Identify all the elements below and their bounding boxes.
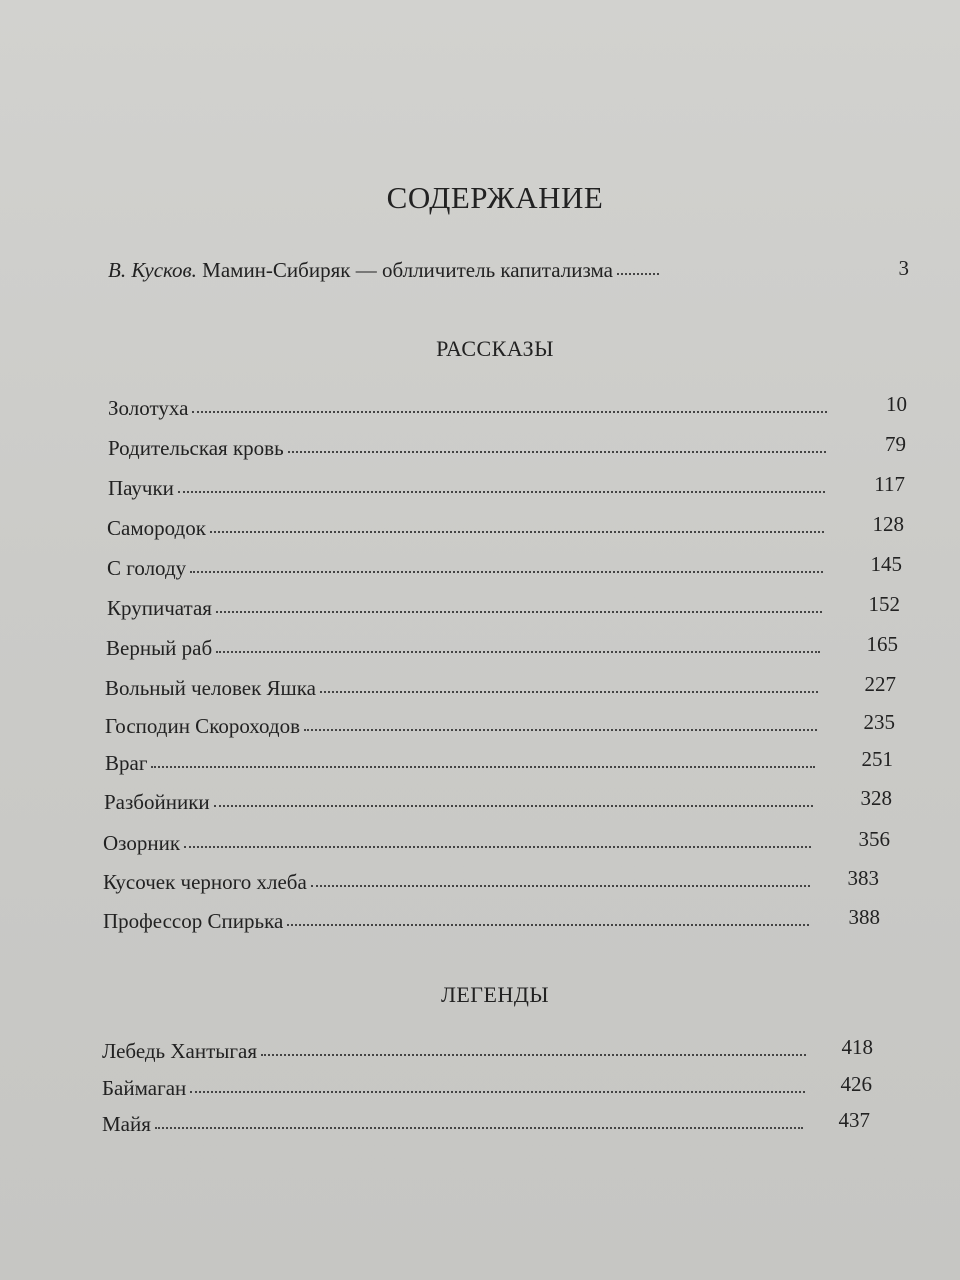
page-number: 251 <box>861 747 893 771</box>
toc-entry <box>108 432 906 461</box>
page-number: 383 <box>847 866 879 890</box>
toc-entry <box>103 827 890 856</box>
entry-title: Профессор Спирька <box>103 909 284 933</box>
page-number: 117 <box>874 472 905 496</box>
dot-leader <box>190 571 823 573</box>
entry-title: Кусочек черного хлеба <box>103 870 307 894</box>
page-number: 165 <box>866 632 898 656</box>
page-number: 79 <box>885 432 906 456</box>
entry-title: Самородок <box>107 516 206 540</box>
dot-leader <box>311 885 810 887</box>
page-number: 328 <box>860 786 892 810</box>
toc-entry <box>103 866 879 895</box>
page-number: 3 <box>898 256 909 280</box>
dot-leader <box>151 766 815 768</box>
toc-entry <box>107 592 900 621</box>
entry-title: Вольный человек Яшка <box>105 676 316 700</box>
intro-author: В. Кусков. <box>108 258 197 282</box>
toc-entry <box>105 672 896 701</box>
page-number: 426 <box>840 1072 872 1096</box>
dot-leader <box>320 691 818 693</box>
page-number: 145 <box>870 552 902 576</box>
entry-title: Верный раб <box>106 636 213 660</box>
toc-entry <box>108 392 907 421</box>
dot-leader <box>288 451 826 453</box>
section-heading-legends: ЛЕГЕНДЫ <box>440 982 550 1007</box>
toc-entry <box>102 1035 873 1064</box>
toc-entry <box>103 905 880 934</box>
dot-leader <box>184 846 811 848</box>
intro-title: Мамин-Сибиряк — облличитель капитализма <box>202 258 613 282</box>
intro-entry <box>108 256 909 283</box>
page-number: 356 <box>858 827 890 851</box>
entry-title: Родительская кровь <box>108 436 284 460</box>
dot-leader <box>190 1091 805 1093</box>
page-number: 10 <box>886 392 907 416</box>
page-number: 437 <box>838 1108 870 1132</box>
entry-title: Озорник <box>103 831 181 855</box>
page-number: 388 <box>848 905 880 929</box>
page-number: 152 <box>868 592 900 616</box>
entry-title: Золотуха <box>108 396 189 420</box>
dot-leader <box>216 651 820 653</box>
dot-leader <box>304 729 817 731</box>
toc-entry <box>102 1072 872 1101</box>
toc-entry <box>106 632 898 661</box>
page-number: 227 <box>864 672 896 696</box>
entry-title: Враг <box>105 751 148 775</box>
toc-entry <box>104 786 892 815</box>
page-number: 418 <box>841 1035 873 1059</box>
toc-entry <box>102 1108 870 1137</box>
entry-title: Господин Скороходов <box>105 714 300 738</box>
toc-entry <box>107 512 904 541</box>
toc-entry <box>105 710 895 739</box>
dot-leader <box>216 611 822 613</box>
page-number: 128 <box>872 512 904 536</box>
toc-entry <box>105 747 893 776</box>
entry-title: С голоду <box>107 556 187 580</box>
toc-entry <box>108 472 905 501</box>
entry-title: Разбойники <box>104 790 210 814</box>
dot-leader <box>214 805 813 807</box>
dot-leader <box>192 411 827 413</box>
section-heading-stories: РАССКАЗЫ <box>436 336 554 361</box>
entry-title: Баймаган <box>102 1076 187 1100</box>
dot-leader <box>617 273 659 275</box>
dot-leader <box>287 924 809 926</box>
dot-leader <box>155 1127 803 1129</box>
dot-leader <box>261 1054 806 1056</box>
page-number: 235 <box>863 710 895 734</box>
dot-leader <box>210 531 824 533</box>
entry-title: Крупичатая <box>107 596 212 620</box>
page-title: СОДЕРЖАНИЕ <box>386 180 604 215</box>
dot-leader <box>178 491 825 493</box>
intro-entry-text <box>108 258 613 283</box>
entry-title: Майя <box>102 1112 151 1136</box>
entry-title: Лебедь Хантыгая <box>102 1039 257 1063</box>
entry-title: Паучки <box>108 476 174 500</box>
toc-entry <box>107 552 902 581</box>
